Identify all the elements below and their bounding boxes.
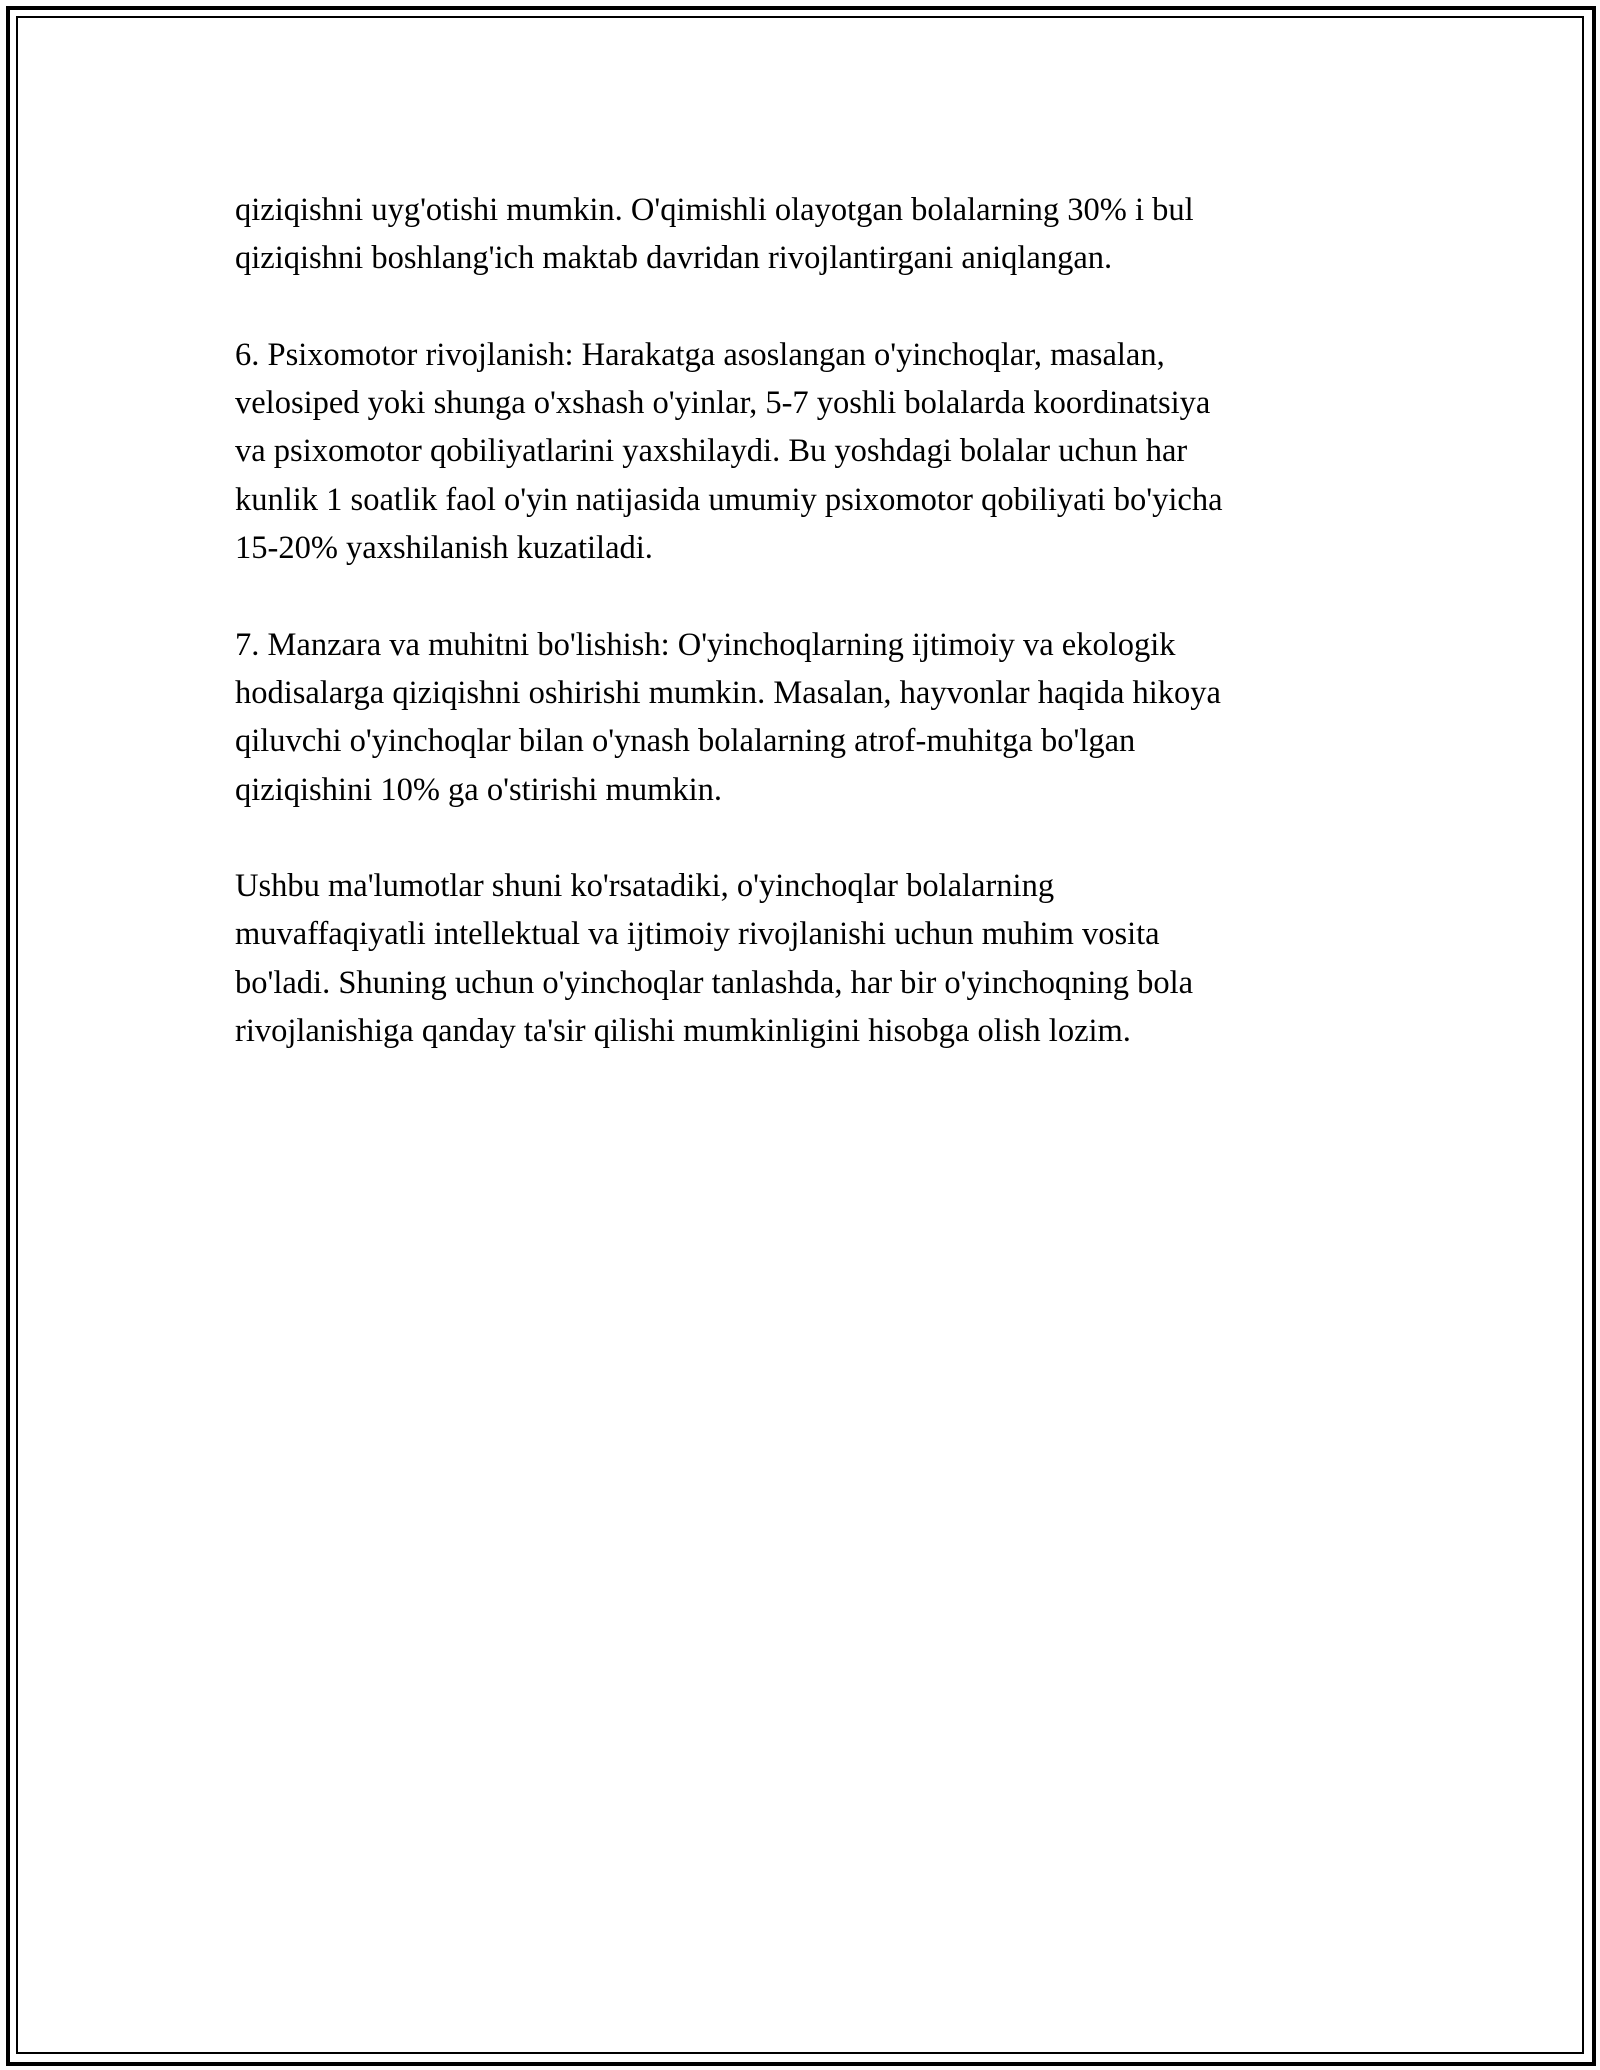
text-line: Ushbu ma'lumotlar shuni ko'rsatadiki, o'yinchoqlar bolalarning (235, 868, 1055, 905)
text-line: qiziqishini 10% ga o'stirishi mumkin. (235, 771, 723, 808)
text-line: 7. Manzara va muhitni bo'lishish: O'yinchoqlarning ijtimoiy va ekologik (235, 626, 1176, 663)
text-line: bo'ladi. Shuning uchun o'yinchoqlar tanlashda, har bir o'yinchoqning bola (235, 964, 1194, 1001)
paragraph-conclusion (235, 862, 1365, 1055)
text-line: qiziqishni uyg'otishi mumkin. O'qimishli olayotgan bolalarning 30% i bul (235, 192, 1194, 228)
document-body (235, 186, 1365, 1104)
text-line: kunlik 1 soatlik faol o'yin natijasida umumiy psixomotor qobiliyati bo'yicha (235, 481, 1223, 518)
text-line: hodisalarga qiziqishni oshirishi mumkin. Masalan, hayvonlar haqida hikoya (235, 674, 1221, 711)
text-line: 6. Psixomotor rivojlanish: Harakatga asoslangan o'yinchoqlar, masalan, (235, 336, 1165, 373)
text-line: velosiped yoki shunga o'xshash o'yinlar, 5-7 yoshli bolalarda koordinatsiya (235, 385, 1211, 422)
text-line: qiziqishni boshlang'ich maktab davridan rivojlantirgani aniqlangan. (235, 240, 1113, 277)
text-line: muvaffaqiyatli intellektual va ijtimoiy rivojlanishi uchun muhim vosita (235, 916, 1160, 953)
paragraph-manzara (235, 621, 1365, 814)
paragraph-psixomotor (235, 331, 1365, 572)
paragraph-continuation (235, 186, 1365, 283)
text-line: 15-20% yaxshilanish kuzatiladi. (235, 530, 653, 567)
text-line: qiluvchi o'yinchoqlar bilan o'ynash bolalarning atrof-muhitga bo'lgan (235, 723, 1136, 760)
text-line: va psixomotor qobiliyatlarini yaxshilaydi. Bu yoshdagi bolalar uchun har (235, 433, 1188, 470)
text-line: rivojlanishiga qanday ta'sir qilishi mumkinligini hisobga olish lozim. (235, 1013, 1131, 1050)
